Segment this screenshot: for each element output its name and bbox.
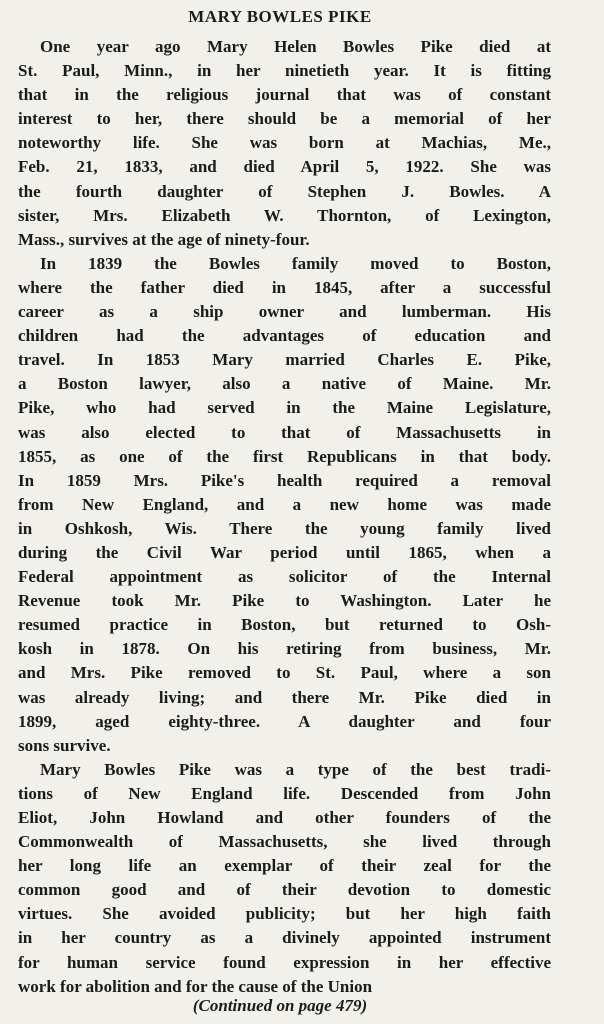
text-line: sons survive. xyxy=(18,735,111,755)
paragraph xyxy=(18,758,551,999)
text-line: Commonwealth of Massachusetts, she lived through xyxy=(18,832,551,852)
text-line: from New England, and a new home was made xyxy=(18,494,551,514)
text-line: her long life an exemplar of their zeal for the xyxy=(18,856,551,876)
text-line: children had the advantages of education and xyxy=(18,326,551,346)
text-line: and Mrs. Pike removed to St. Paul, where a son xyxy=(18,663,551,683)
continuation-note: (Continued on page 479) xyxy=(192,996,368,1015)
text-line: the fourth daughter of Stephen J. Bowles. A xyxy=(18,181,551,201)
text-line: Eliot, John Howland and other founders of the xyxy=(18,808,551,827)
paragraph xyxy=(18,35,551,252)
article-title: MARY BOWLES PIKE xyxy=(188,7,372,26)
text-line: was also elected to that of Massachusetts in xyxy=(18,422,551,442)
text-line: in Oshkosh, Wis. There the young family lived xyxy=(18,518,551,538)
text-line: kosh in 1878. On his retiring from business, Mr. xyxy=(18,639,551,659)
text-line: a Boston lawyer, also a native of Maine. Mr. xyxy=(18,374,551,394)
text-line: noteworthy life. She was born at Machias, Me., xyxy=(18,133,551,153)
text-line: where the father died in 1845, after a successful xyxy=(18,277,551,297)
text-line: Revenue took Mr. Pike to Washington. Later he xyxy=(18,591,551,611)
article-body xyxy=(18,35,551,999)
text-line: One year ago Mary Helen Bowles Pike died at xyxy=(40,37,551,56)
text-line: 1899, aged eighty-three. A daughter and four xyxy=(18,711,551,731)
text-line: in her country as a divinely appointed instrument xyxy=(18,928,551,948)
text-line: resumed practice in Boston, but returned to Osh- xyxy=(18,615,551,635)
text-line: sister, Mrs. Elizabeth W. Thornton, of Lexington, xyxy=(18,205,551,225)
text-line: was already living; and there Mr. Pike died in xyxy=(18,687,551,707)
text-line: St. Paul, Minn., in her ninetieth year. It is fitting xyxy=(18,61,551,81)
text-line: career as a ship owner and lumberman. His xyxy=(18,302,551,322)
text-line: Federal appointment as solicitor of the Internal xyxy=(18,567,551,587)
text-line: 1855, as one of the first Republicans in that body. xyxy=(18,446,551,466)
text-line: travel. In 1853 Mary married Charles E. Pike, xyxy=(18,350,551,370)
text-line: virtues. She avoided publicity; but her high faith xyxy=(18,904,551,924)
text-line: for human service found expression in her effective xyxy=(18,952,551,972)
text-line: common good and of their devotion to domestic xyxy=(18,880,551,900)
paragraph xyxy=(18,252,551,758)
text-line: during the Civil War period until 1865, when a xyxy=(18,542,551,562)
text-line: interest to her, there should be a memorial of her xyxy=(18,109,551,129)
text-line: In 1839 the Bowles family moved to Boston, xyxy=(40,253,551,273)
text-line: Mass., survives at the age of ninety-four. xyxy=(18,229,310,249)
text-line: tions of New England life. Descended from John xyxy=(18,783,551,803)
text-line: Pike, who had served in the Maine Legislature, xyxy=(18,398,551,418)
text-line: Feb. 21, 1833, and died April 5, 1922. She was xyxy=(18,157,551,177)
text-line: In 1859 Mrs. Pike's health required a removal xyxy=(18,470,551,490)
text-line: work for abolition and for the cause of the Union xyxy=(18,976,373,996)
text-line: Mary Bowles Pike was a type of the best tradi- xyxy=(40,759,551,779)
text-line: that in the religious journal that was of constant xyxy=(18,85,551,105)
